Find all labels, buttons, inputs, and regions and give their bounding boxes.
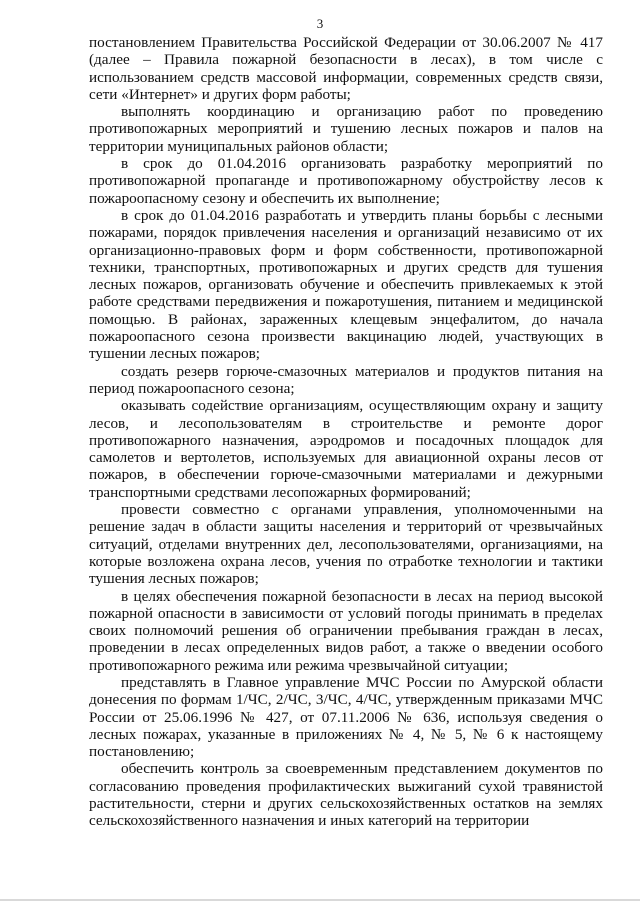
paragraph-7: провести совместно с органами управления, уполномоченными на решение задач в области защиты населения и территорий от чрезвычайных ситуаций, отделами внутренних дел, лесопользователями, организациями, на которые возложена охрана лесов, учения по отработке технологии и тактики тушения лесных пожаров; — [89, 501, 603, 588]
document-body — [89, 34, 603, 830]
paragraph-8: в целях обеспечения пожарной безопасности в лесах на период высокой пожарной опасности в зависимости от условий погоды принимать в пределах своих полномочий решения об ограничении пребывания граждан в лесах, проведении в лесах определенных видов работ, а также о введении особого противопожарного режима или режима чрезвычайной ситуации; — [89, 587, 603, 674]
paragraph-10: обеспечить контроль за своевременным представлением документов по согласованию проведения профилактических выжиганий сухой травянистой растительности, стерни и других сельскохозяйственных остатков на землях сельскохозяйственного назначения и иных категорий на территории — [89, 760, 603, 830]
paragraph-9: представлять в Главное управление МЧС России по Амурской области донесения по формам 1/ЧС, 2/ЧС, 3/ЧС, 4/ЧС, утвержденным приказами МЧС России от 25.06.1996 № 427, от 07.11.2006 № 636, используя сведения о лесных пожарах, указанные в приложениях № 4, № 5, № 6 к настоящему постановлению; — [89, 673, 603, 761]
paragraph-6: оказывать содействие организациям, осуществляющим охрану и защиту лесов, и лесопользователям в строительстве и ремонте дорог противопожарного назначения, аэродромов и посадочных площадок для самолетов и вертолетов, используемых для авиационной охраны лесов от пожаров, в обеспечении горюче-смазочными материалами и дежурными транспортными средствами лесопожарных формирований; — [89, 397, 603, 501]
paragraph-4: в срок до 01.04.2016 разработать и утвердить планы борьбы с лесными пожарами, порядок привлечения населения и организаций независимо от их организационно-правовых форм и форм собственности, противопожарной техники, транспортных, противопожарных и других средств для тушения лесных пожаров, организовать обучение и обеспечить привлекаемых к этой работе средствами передвижения и пожаротушения, питанием и медицинской помощью. В районах, зараженных клещевым энцефалитом, до начала пожароопасного сезона произвести вакцинацию людей, участвующих в тушении лесных пожаров; — [89, 206, 603, 363]
paragraph-3: в срок до 01.04.2016 организовать разработку мероприятий по противопожарной пропаганде и противопожарному обустройству лесов к пожароопасному сезону и обеспечить их выполнение; — [89, 155, 603, 207]
paragraph-1: постановлением Правительства Российской Федерации от 30.06.2007 № 417 (далее – Правила пожарной безопасности в лесах), в том числе с использованием средств массовой информации, современных средств связи, сети «Интернет» и других форм работы; — [89, 34, 603, 103]
page-number: 3 — [316, 16, 324, 31]
paragraph-5: создать резерв горюче-смазочных материалов и продуктов питания на период пожароопасного сезона; — [89, 362, 603, 397]
paragraph-2: выполнять координацию и организацию работ по проведению противопожарных мероприятий и тушению лесных пожаров и палов на территории муниципальных районов области; — [89, 103, 603, 155]
scan-edge-shadow — [0, 899, 640, 901]
